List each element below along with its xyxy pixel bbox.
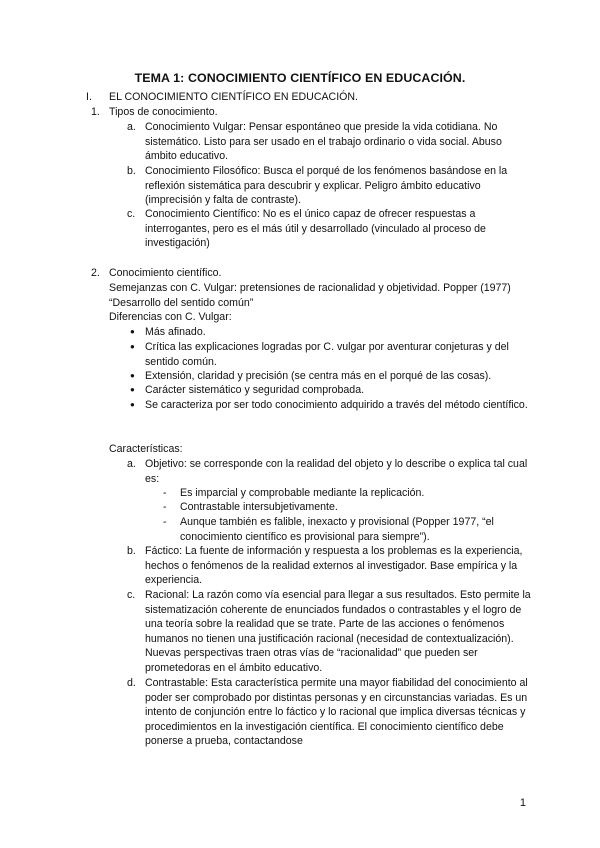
list-number: 1. (91, 106, 100, 118)
sub-marker: b. (127, 165, 136, 177)
bullet-item: Más afinado. (145, 326, 206, 338)
sub-item-text: Conocimiento Científico: No es el único capaz de ofrecer respuestas a interrogantes, pero es el más útil y desarrollado (vinculado al proceso de investigación) (145, 208, 486, 250)
list-heading: Conocimiento científico. (109, 267, 222, 279)
section-heading: EL CONOCIMIENTO CIENTÍFICO EN EDUCACIÓN. (109, 91, 358, 103)
characteristic-text: Racional: La razón como vía esencial para llegar a sus resultados. Esto permite la sistematización coherente de enunciados fundados o contrastables y el logro de una teoría sobre la realidad que se trate. Parte de las acciones o fenómenos humanos no tienen una justificación racional (necesidad de contextualización). Nuevas perspectivas traen otras vías de “racionalidad” que pueden ser prometedoras en el ámbito educativo. (145, 589, 531, 674)
label-diferencias: Diferencias con C. Vulgar: (109, 311, 232, 323)
dash-item: Aunque también es falible, inexacto y provisional (Popper 1977, “el conocimiento científico es provisional para siempre”). (180, 516, 494, 543)
dash-item: Es imparcial y comprobable mediante la replicación. (180, 487, 425, 499)
characteristic-text: Objetivo: se corresponde con la realidad del objeto y lo describe o explica tal cual es: (145, 458, 528, 485)
dash-item: Contrastable intersubjetivamente. (180, 501, 338, 513)
list-number: 2. (91, 267, 100, 279)
bullet-icon: ● (130, 327, 135, 336)
sub-item-text: Conocimiento Filosófico: Busca el porqué de los fenómenos basándose en la reflexión sistemática para descubrir y explicar. Peligro ámbito educativo (imprecisión y falta de contraste). (145, 165, 508, 207)
characteristic-text: Fáctico: La fuente de información y respuesta a los problemas es la experiencia, hechos o fenómenos de la realidad externos al investigador. Base empírica y la experiencia. (145, 545, 523, 587)
bullet-item: Carácter sistemático y seguridad comprobada. (145, 384, 365, 396)
sub-marker: a. (127, 458, 136, 470)
bullet-item: Extensión, claridad y precisión (se centra más en el porqué de las cosas). (145, 370, 492, 382)
dash-marker: - (163, 501, 167, 513)
sub-marker: c. (127, 589, 136, 601)
characteristic-text: Contrastable: Esta característica permite una mayor fiabilidad del conocimiento al poder ser comprobado por distintas personas y en circunstancias variadas. Es un intento de conjunción entre lo fáctico y lo racional que implica diversas técnicas y procedimientos en la investigación científica. El conocimiento científico debe ponerse a prueba, contactandose (145, 677, 528, 748)
list-heading: Tipos de conocimiento. (109, 106, 218, 118)
bullet-icon: ● (130, 400, 135, 409)
bullet-item: Se caracteriza por ser todo conocimiento adquirido a través del método científico. (145, 399, 528, 411)
sub-marker: d. (127, 677, 136, 689)
page-number: 1 (519, 797, 526, 809)
bullet-item: Crítica las explicaciones logradas por C. vulgar por aventurar conjeturas y del sentido común. (145, 341, 509, 368)
paragraph-semejanzas: Semejanzas con C. Vulgar: pretensiones de racionalidad y objetividad. Popper (1977) “Desarrollo del sentido común” (109, 282, 511, 309)
sub-marker: a. (127, 121, 136, 133)
label-caracteristicas: Características: (109, 443, 183, 455)
dash-marker: - (163, 487, 167, 499)
sub-marker: c. (127, 208, 136, 220)
sub-item-text: Conocimiento Vulgar: Pensar espontáneo que preside la vida cotidiana. No sistemático. Listo para ser usado en el trabajo ordinario o vida social. Abuso ámbito educativo. (145, 121, 502, 163)
bullet-icon: ● (130, 385, 135, 394)
page-title: TEMA 1: CONOCIMIENTO CIENTÍFICO EN EDUCACIÓN. (134, 71, 466, 85)
bullet-icon: ● (130, 342, 135, 351)
bullet-icon: ● (130, 371, 135, 380)
sub-marker: b. (127, 545, 136, 557)
dash-marker: - (163, 516, 167, 528)
section-marker: I. (86, 91, 92, 103)
